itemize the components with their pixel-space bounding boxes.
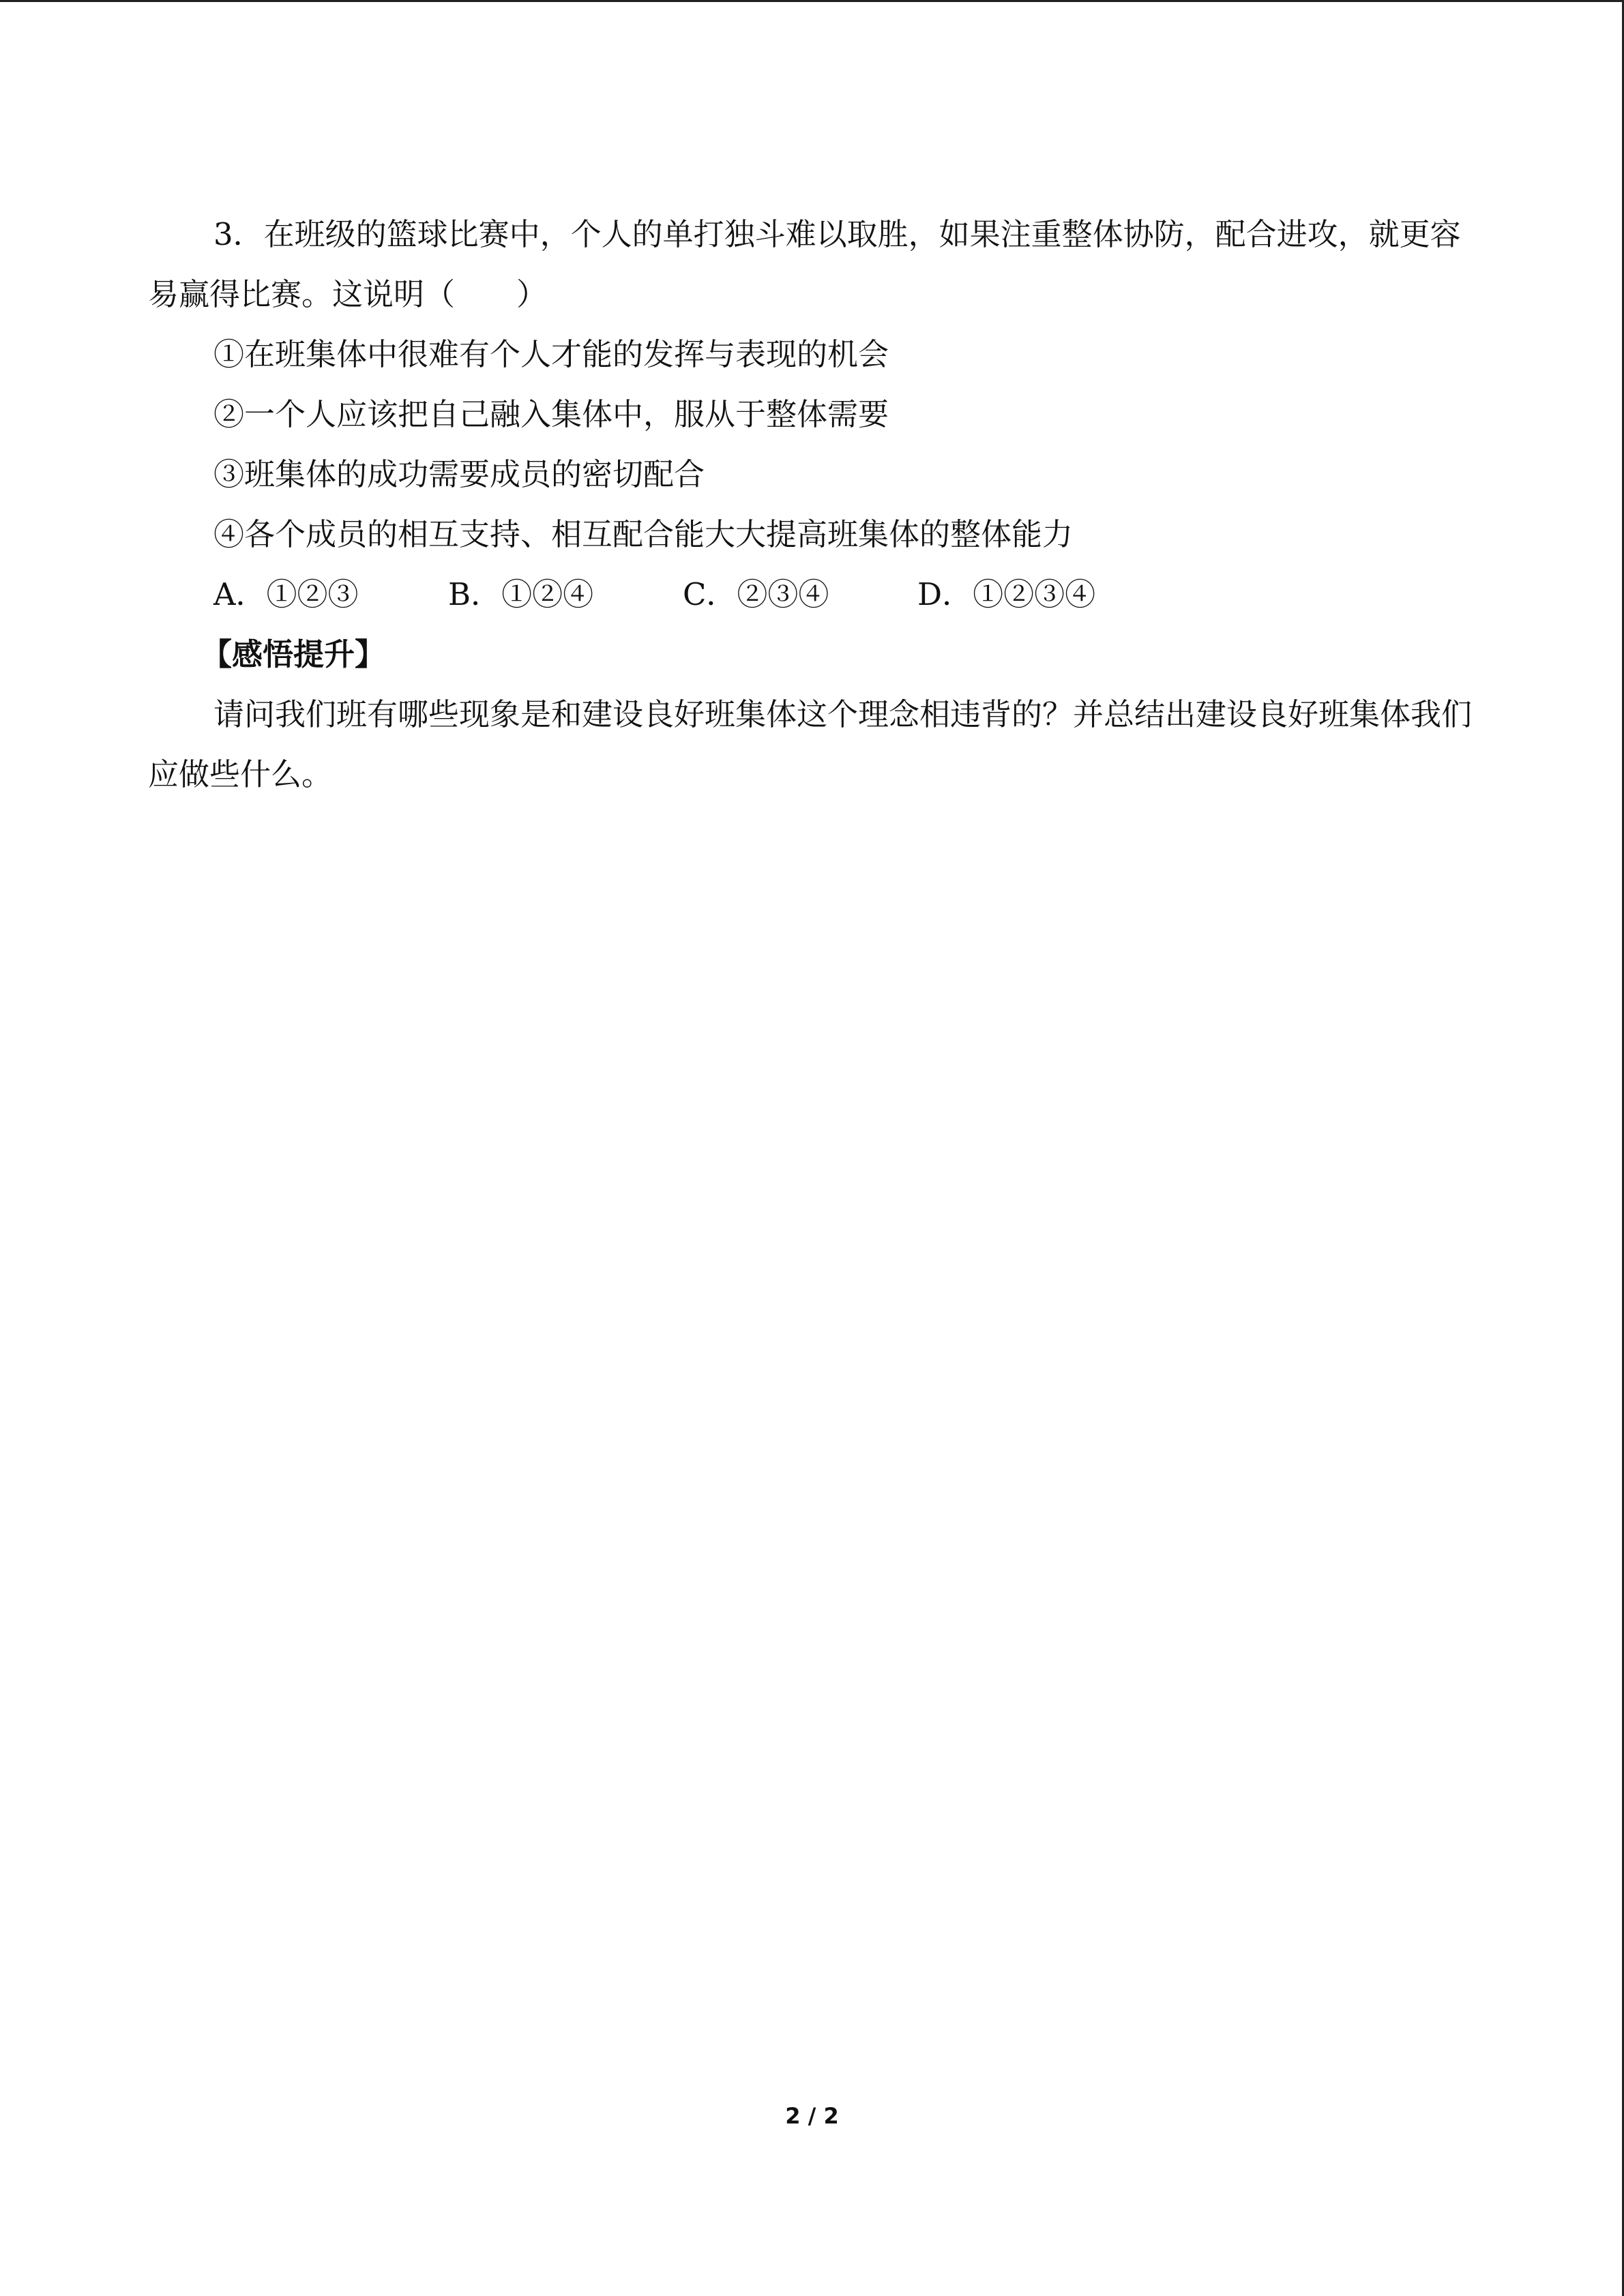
option-d: D．①②③④ xyxy=(917,576,1096,612)
option-a: A．①②③ xyxy=(213,576,359,612)
option-c: C．②③④ xyxy=(683,576,829,612)
question-stem: 3．在班级的篮球比赛中，个人的单打独斗难以取胜，如果注重整体协防，配合进攻，就更容易赢得比赛。这说明（ ） xyxy=(148,216,1461,312)
page-number: 2 / 2 xyxy=(785,2103,839,2129)
statement-2: ②一个人应该把自己融入集体中，服从于整体需要 xyxy=(213,396,889,432)
option-b: B．①②④ xyxy=(448,576,594,612)
answer-options xyxy=(148,565,1485,625)
statement-1: ①在班集体中很难有个人才能的发挥与表现的机会 xyxy=(213,336,889,372)
section-heading: 【感悟提升】 xyxy=(201,636,386,672)
statement-4: ④各个成员的相互支持、相互配合能大大提高班集体的整体能力 xyxy=(213,516,1074,552)
section-body: 请问我们班有哪些现象是和建设良好班集体这个理念相违背的？并总结出建设良好班集体我们应做些什么。 xyxy=(148,696,1473,792)
page-border-top xyxy=(0,0,1624,2)
document-body xyxy=(148,205,1485,805)
statement-3: ③班集体的成功需要成员的密切配合 xyxy=(213,456,705,492)
